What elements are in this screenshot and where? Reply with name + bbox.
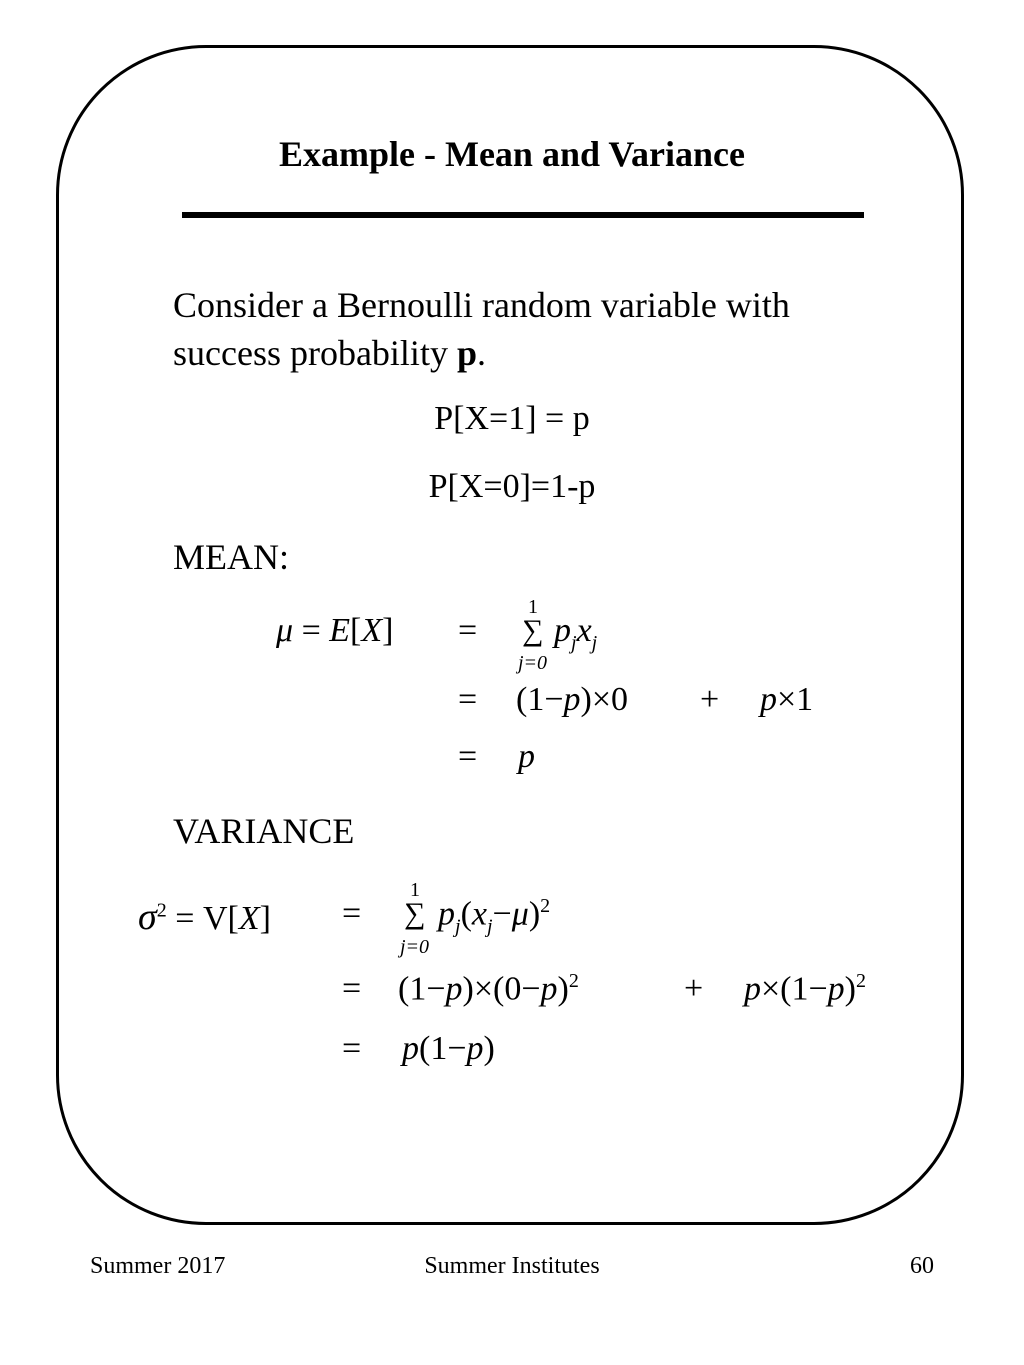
variable-X: X: [361, 612, 383, 649]
mean-sum-upper: 1: [528, 596, 538, 618]
mean-lhs: [276, 612, 393, 650]
var-p: p: [744, 970, 761, 1008]
var-p: p: [540, 970, 558, 1008]
footer-page-number: 60: [910, 1253, 934, 1279]
variance-lhs: [138, 895, 271, 939]
sup-2: 2: [540, 895, 551, 917]
mean-plus: +: [700, 681, 720, 718]
sub-j-2: j: [486, 915, 493, 938]
variance-eq-1: =: [342, 895, 362, 932]
variance-sum-upper: 1: [410, 879, 420, 901]
variance-sum-term: [438, 895, 550, 938]
term-x: x: [471, 895, 487, 933]
slide-frame: [56, 45, 964, 1225]
variance-eq-3: =: [342, 1030, 362, 1067]
sub-j: j: [571, 632, 577, 654]
sup-2: 2: [568, 970, 579, 992]
sup-2: 2: [156, 899, 167, 922]
sigma-symbol: σ: [138, 896, 157, 938]
footer-left: Summer 2017: [90, 1253, 226, 1279]
mean-line-2: [516, 681, 628, 719]
var-p: p: [760, 681, 777, 718]
intro-line-1: Consider a Bernoulli random variable with: [173, 285, 790, 325]
paren: (: [460, 895, 472, 933]
mean-eq-3: =: [458, 738, 478, 775]
frag: (1−: [516, 681, 564, 718]
frag: (1−: [419, 1030, 467, 1067]
variance-plus: +: [684, 970, 704, 1007]
intro-text: success probability: [173, 333, 457, 373]
paren: ): [528, 895, 541, 933]
sup-2: 2: [856, 970, 866, 992]
term-p: p: [438, 895, 455, 933]
bracket-close: ]: [382, 612, 394, 649]
term-x: x: [576, 612, 592, 649]
mean-eq-2: =: [458, 681, 478, 718]
sum-index: j=0: [400, 936, 430, 958]
sub-j-2: j: [591, 632, 598, 654]
mu-symbol: μ: [511, 895, 529, 933]
variance-eq-2: =: [342, 970, 362, 1007]
expectation-E: E: [329, 612, 351, 649]
bracket-open: [: [227, 900, 239, 937]
slide-title: Example - Mean and Variance: [278, 134, 745, 174]
intro-bold-p: p: [456, 333, 477, 373]
variance-heading: VARIANCE: [173, 811, 355, 851]
var-p: p: [827, 970, 845, 1008]
frag: (1−: [398, 970, 446, 1008]
intro-line-2: [173, 332, 486, 374]
minus: −: [492, 895, 512, 933]
variance-sum-icon: ∑: [404, 897, 426, 930]
mean-heading: MEAN:: [173, 537, 289, 577]
frag: ×(1−: [761, 970, 828, 1008]
var-p: p: [466, 1030, 484, 1067]
var-p: p: [563, 681, 581, 718]
var-p: p: [518, 738, 535, 775]
frag: )×0: [580, 681, 628, 718]
mean-result: [518, 738, 535, 776]
sub-j: j: [455, 915, 461, 938]
mean-eq-1: =: [458, 612, 478, 649]
footer-center: Summer Institutes: [424, 1253, 600, 1279]
var-p: p: [402, 1030, 419, 1067]
frag: )×(0−: [462, 970, 541, 1008]
mean-sum-icon: ∑: [522, 614, 544, 647]
variance-result: [402, 1030, 495, 1068]
equation-p-x-0: P[X=0]=1-p: [428, 468, 596, 505]
sum-index: j=0: [518, 652, 548, 674]
bracket-open: [: [350, 612, 362, 649]
mean-line-2-c: [760, 681, 813, 719]
equals: =: [301, 612, 321, 649]
mean-sum-lower: [518, 652, 547, 675]
frag: ): [557, 970, 569, 1008]
variance-sum-lower: [400, 936, 429, 959]
mean-sum-term: [554, 612, 597, 655]
term-p: p: [554, 612, 571, 649]
mu-symbol: μ: [276, 612, 294, 649]
variable-X: X: [238, 900, 260, 937]
var-p: p: [445, 970, 463, 1008]
bracket-close: ]: [259, 900, 271, 937]
equation-p-x-1: P[X=1] = p: [434, 400, 590, 437]
variance-line-2: [398, 970, 579, 1008]
frag: ): [483, 1030, 495, 1067]
title-rule: [182, 212, 864, 218]
equals: =: [175, 900, 195, 937]
frag: ): [844, 970, 856, 1008]
variance-line-2-d: [744, 970, 866, 1008]
intro-period: .: [476, 333, 486, 373]
frag: ×1: [777, 681, 814, 718]
variance-V: V: [202, 900, 228, 937]
